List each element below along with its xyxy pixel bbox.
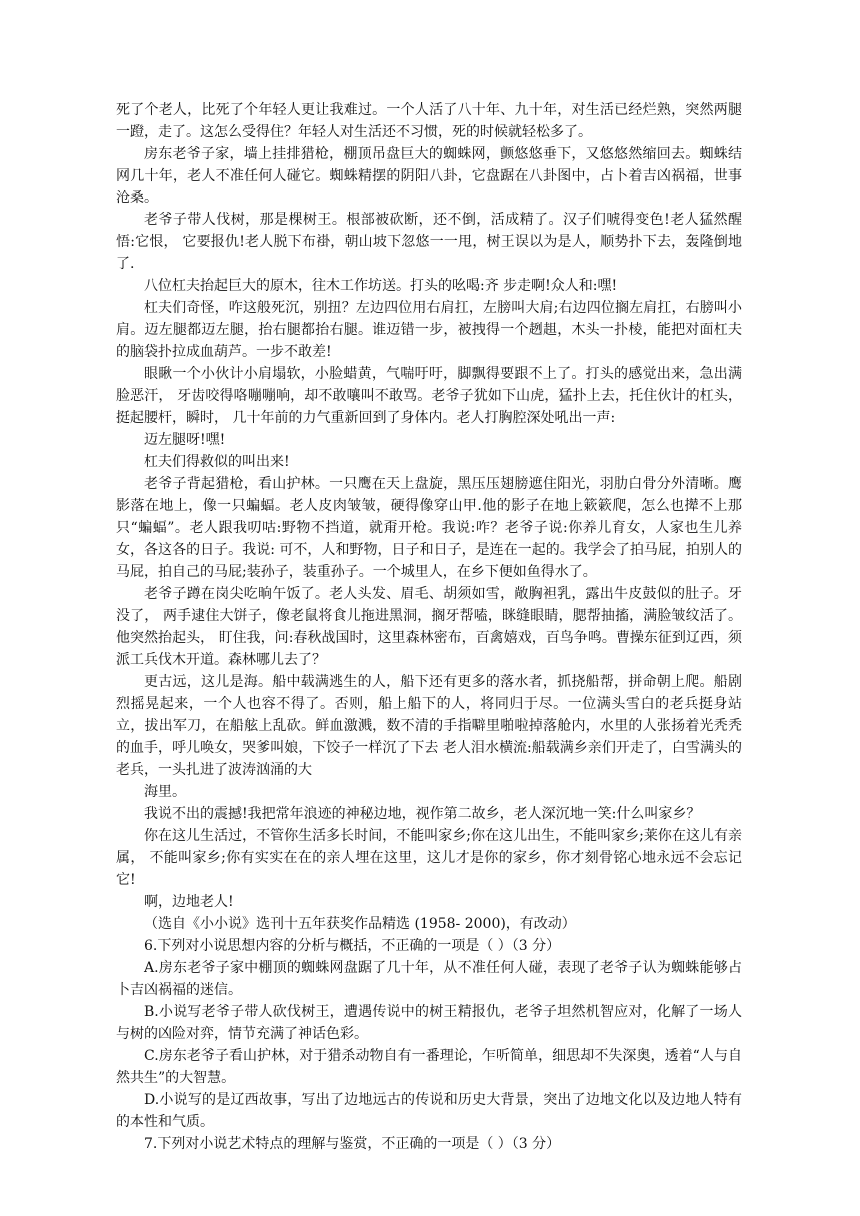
question-7: 7.下列对小说艺术特点的理解与鉴赏，不正确的一项是（ ）（3 分） <box>144 1136 561 1152</box>
option-a: A.房东老爷子家中棚顶的蜘蛛网盘踞了几十年，从不准任何人碰，表现了老爷子认为蜘蛛能够占卜吉凶祸福的迷信。 <box>116 960 742 998</box>
paragraph: 眼瞅一个小伙计小肩塌软，小脸蜡黄，气喘吁吁，脚飘得要跟不上了。打头的感觉出来，急出满脸恶汗， 牙齿咬得咯嘣嘣响，却不敢嚷叫不敢骂。老爷子犹如下山虎，猛扑上去，托住伙计的杠头，挺起腰杆，瞬时， 几十年前的力气重新回到了身体内。老人打胸腔深处吼出一声: <box>116 366 742 426</box>
paragraph: 我说不出的震撼!我把常年浪迹的神秘边地，视作第二故乡，老人深沉地一笑:什么叫家乡？ <box>144 806 701 822</box>
paragraph: 八位杠夫抬起巨大的原木，往木工作坊送。打头的吆喝:齐 步走啊!众人和:嘿! <box>144 278 618 294</box>
question-6: 6.下列对小说思想内容的分析与概括，不正确的一项是（ ）（3 分） <box>144 938 561 954</box>
document-page <box>116 99 742 1155</box>
paragraph: 杠夫们得救似的叫出来! <box>144 454 290 470</box>
paragraph: 老爷子带人伐树，那是棵树王。根部被砍断，还不倒，活成精了。汉子们唬得变色!老人猛然醒悟:它恨， 它要报仇!老人脱下布褂，朝山坡下忽悠一一甩，树王误以为是人，顺势扑下去，轰隆倒地了. <box>116 212 742 272</box>
paragraph: 更古远，这儿是海。船中载满逃生的人，船下还有更多的落水者，抓挠船帮，拼命朝上爬。船剧烈摇晃起来，一个人也容不得了。否则，船上船下的人，将同归于尽。一位满头雪白的老兵挺身站立，拔出军刀，在船舷上乱砍。鲜血激溅，数不清的手指噼里啪啦掉落舱内，水里的人张扬着光秃秃的血手，呼儿唤女，哭爹叫娘，下饺子一样沉了下去 老人泪水横流:船载满乡亲们开走了，白雪满头的老兵，一头扎进了波涛汹涌的大 <box>116 674 742 778</box>
paragraph: 迈左腿呀!嘿! <box>144 432 226 448</box>
source-citation: （选自《小小说》选刊十五年获奖作品精选 (1958- 2000)，有改动） <box>144 916 576 932</box>
paragraph: 老爷子背起猎枪，看山护林。一只鹰在天上盘旋，黑压压翅膀遮住阳光，羽肋白骨分外清晰。鹰影落在地上，像一只蝙蝠。老人皮肉皱皱，硬得像穿山甲.他的影子在地上簌簌爬，怎么也撵不上那只“蝙蝠”。老人跟我叨咕:野物不挡道，就甭开枪。我说:咋？老爷子说:你养儿育女，人家也生儿养女，各这各的日子。我说: 可不，人和野物，日子和日子，是连在一起的。我学会了拍马屁，拍别人的马屁，拍自己的马屁;装孙子，装重孙子。一个城里人，在乡下便如鱼得水了。 <box>116 476 742 580</box>
paragraph: 房东老爷子家，墙上挂排猎枪，棚顶吊盘巨大的蜘蛛网，颤悠悠垂下，又悠悠然缩回去。蜘蛛结网几十年，老人不准任何人碰它。蜘蛛精摆的阴阳八卦，它盘踞在八卦图中，占卜着吉凶祸福，世事沧桑。 <box>116 146 742 206</box>
paragraph: 杠夫们奇怪，咋这般死沉，别扭？左边四位用右肩扛，左膀叫大肩;右边四位搁左肩扛，右膀叫小肩。迈左腿都迈左腿，抬右腿都抬右腿。谁迈错一步，被拽得一个趔趄，木头一扑棱，能把对面杠夫的脑袋扑拉成血葫芦。一步不敢差! <box>116 300 742 360</box>
paragraph: 啊，边地老人! <box>144 894 234 910</box>
option-b: B.小说写老爷子带人砍伐树王，遭遇传说中的树王精报仇，老爷子坦然机智应对，化解了一场人与树的凶险对弈，情节充满了神话色彩。 <box>116 1004 742 1042</box>
option-c: C.房东老爷子看山护林，对于猎杀动物自有一番理论，乍听简单，细思却不失深奥，透着“人与自然共生”的大智慧。 <box>116 1048 742 1086</box>
paragraph: 你在这儿生活过，不管你生活多长时间，不能叫家乡;你在这儿出生，不能叫家乡;莱你在这儿有亲属， 不能叫家乡;你有实实在在的亲人埋在这里，这儿才是你的家乡，你才刻骨铭心地永远不会忘记它! <box>116 828 742 888</box>
option-d: D.小说写的是辽西故事，写出了边地远古的传说和历史大背景，突出了边地文化以及边地人特有的本性和气质。 <box>116 1092 742 1130</box>
paragraph: 海里。 <box>144 784 186 800</box>
paragraph: 死了个老人，比死了个年轻人更让我难过。一个人活了八十年、九十年，对生活已经烂熟，突然两腿一蹬，走了。这怎么受得住？年轻人对生活还不习惯，死的时候就轻松多了。 <box>116 102 742 140</box>
paragraph: 老爷子蹲在岗尖吃晌午饭了。老人头发、眉毛、胡须如雪，敞胸袒乳，露出牛皮鼓似的肚子。牙没了， 两手逮住大饼子，像老鼠将食儿拖进黑洞，搁牙帮嗑，眯缝眼睛，腮帮抽搐，满脸皱纹活了。他突然抬起头， 盯住我，问:春秋战国时，这里森林密布，百禽嬉戏，百鸟争鸣。曹操东征到辽西，须派工兵伐木开道。森林哪儿去了？ <box>116 586 742 668</box>
